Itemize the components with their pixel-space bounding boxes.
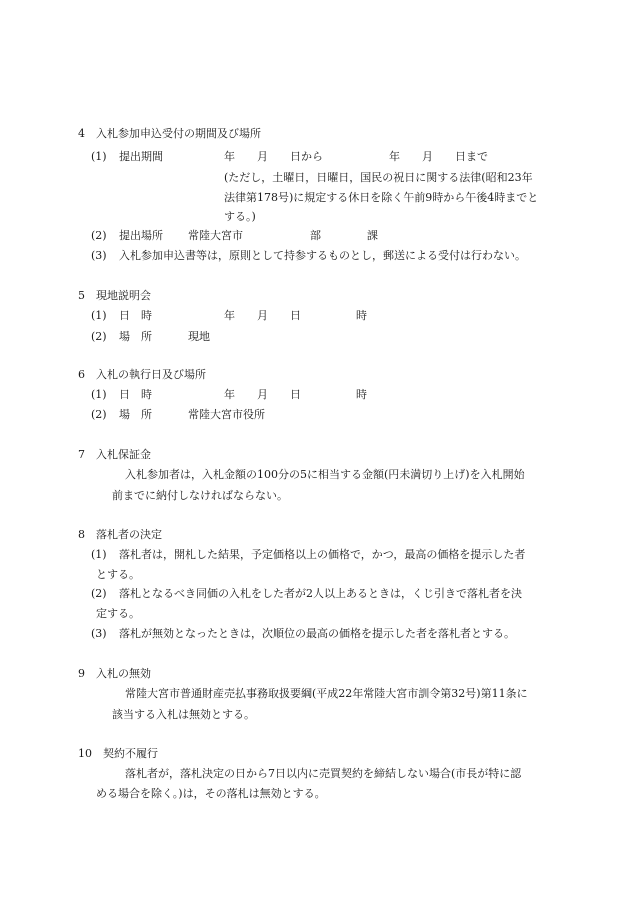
section-8-item-3-number: (3) [91, 627, 107, 640]
section-6-item-1-label: 日 時 [119, 388, 152, 401]
section-5-item-1-label: 日 時 [119, 309, 152, 322]
section-6-item-2-value: 常陸大宮市役所 [188, 408, 265, 421]
section-8-heading: 8 落札者の決定 [78, 528, 162, 541]
section-6-item-1-number: (1) [91, 388, 107, 401]
section-8-item-2-line-1: 落札となるべき同価の入札をした者が2人以上あるときは，くじ引きで落札者を決 [119, 587, 522, 600]
section-4-heading: 4 入札参加申込受付の期間及び場所 [78, 127, 261, 140]
section-9-body-line-2: 該当する入札は無効とする。 [112, 708, 255, 721]
section-9-body-line-1: 常陸大宮市普通財産売払事務取扱要綱(平成22年常陸大宮市訓令第32号)第11条に [125, 687, 528, 700]
section-4-item-2-number: (2) [91, 229, 107, 242]
section-4-item-1-number: (1) [91, 150, 107, 163]
section-6-item-2-number: (2) [91, 408, 107, 421]
section-8-item-1-line-1: 落札者は，開札した結果，予定価格以上の価格で，かつ，最高の価格を提示した者 [119, 548, 526, 561]
section-5-item-1-value: 年 月 日 時 [224, 309, 367, 322]
section-4-item-2-section: 課 [367, 229, 378, 242]
section-8-item-1-line-2: とする。 [96, 568, 140, 581]
section-9-heading: 9 入札の無効 [78, 667, 151, 680]
section-5-item-1-number: (1) [91, 309, 107, 322]
section-7-body-line-2: 前までに納付しなければならない。 [112, 489, 288, 502]
section-4-item-2-label: 提出場所 [119, 229, 163, 242]
section-4-item-2-department: 部 [310, 229, 321, 242]
section-5-heading: 5 現地説明会 [78, 289, 151, 302]
section-8-item-3-text: 落札が無効となったときは，次順位の最高の価格を提示した者を落札者とする。 [119, 627, 515, 640]
section-4-item-1-note-line-3: する。) [224, 210, 256, 223]
section-10-body-line-1: 落札者が，落札決定の日から7日以内に売買契約を締結しない場合(市長が特に認 [125, 767, 522, 780]
section-4-item-1-label: 提出期間 [119, 150, 163, 163]
section-4-item-1-note-line-1: (ただし，土曜日，日曜日，国民の祝日に関する法律(昭和23年 [224, 171, 533, 184]
section-10-heading: 10 契約不履行 [78, 747, 158, 760]
section-5-item-2-label: 場 所 [119, 330, 152, 343]
section-5-item-2-value: 現地 [188, 330, 210, 343]
section-4-item-1-note-line-2: 法律第178号)に規定する休日を除く午前9時から午後4時までと [224, 191, 539, 204]
section-8-item-2-number: (2) [91, 587, 107, 600]
section-4-item-1-period: 年 月 日から 年 月 日まで [224, 150, 488, 163]
section-6-heading: 6 入札の執行日及び場所 [78, 368, 206, 381]
section-7-heading: 7 入札保証金 [78, 448, 151, 461]
section-8-item-1-number: (1) [91, 548, 107, 561]
section-5-item-2-number: (2) [91, 330, 107, 343]
section-8-item-2-line-2: 定する。 [96, 607, 140, 620]
section-4-item-2-place: 常陸大宮市 [188, 229, 243, 242]
section-4-item-3-number: (3) [91, 249, 107, 262]
section-4-item-3-text: 入札参加申込書等は，原則として持参するものとし，郵送による受付は行わない。 [119, 249, 526, 262]
section-10-body-line-2: める場合を除く。)は，その落札は無効とする。 [96, 787, 326, 800]
section-6-item-1-value: 年 月 日 時 [224, 388, 367, 401]
section-7-body-line-1: 入札参加者は，入札金額の100分の5に相当する金額(円未満切り上げ)を入札開始 [125, 468, 525, 481]
section-6-item-2-label: 場 所 [119, 408, 152, 421]
